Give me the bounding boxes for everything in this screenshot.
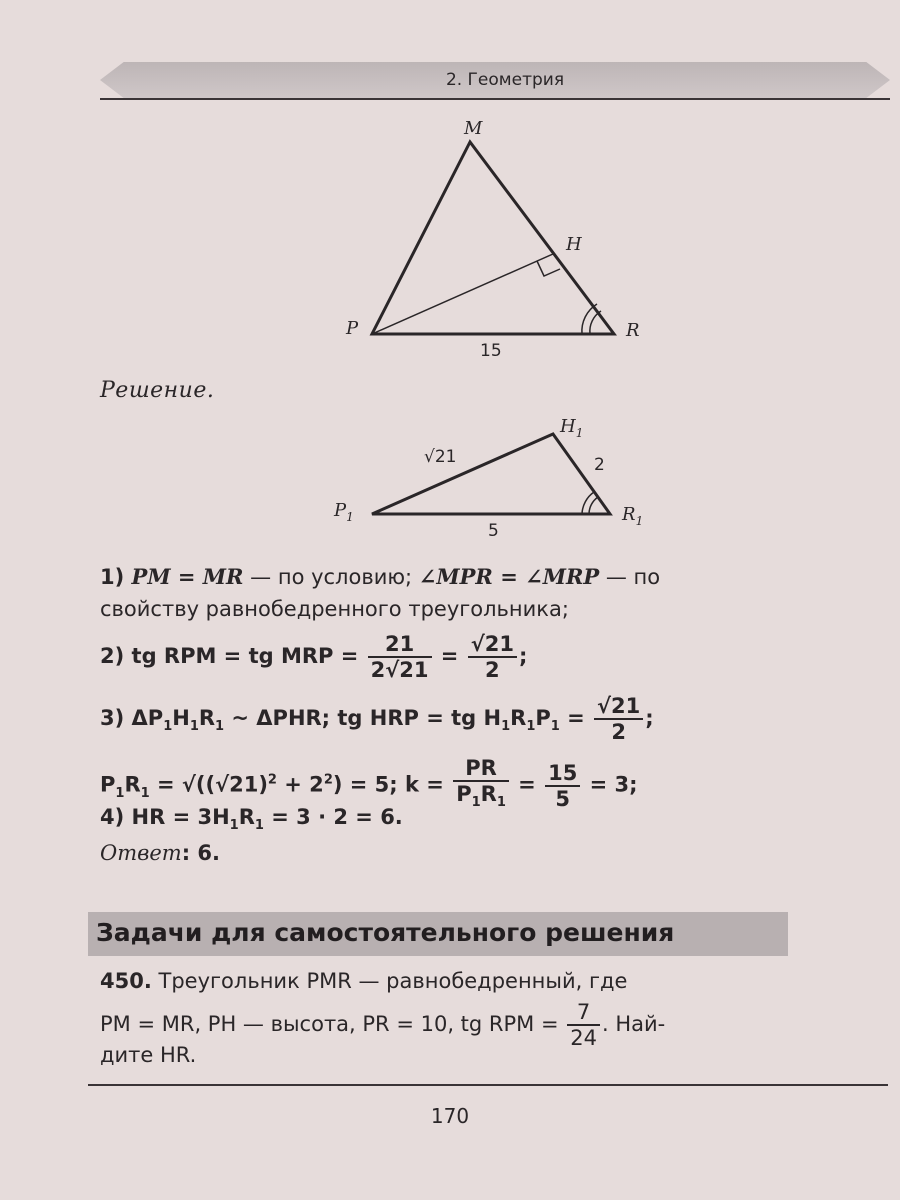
vertex-h1-label: $H_1$ bbox=[560, 416, 584, 440]
vertex-h-label: H bbox=[566, 234, 582, 255]
vertex-r-label: R bbox=[626, 320, 640, 341]
answer-line: Ответ: 6. bbox=[100, 841, 221, 865]
side-p1r1-label: 5 bbox=[488, 521, 499, 541]
right-angle-mark bbox=[537, 261, 560, 276]
altitude-ph bbox=[372, 254, 553, 334]
problem-450-line-2: PM = MR, PH — высота, PR = 10, tg RPM = $\frac{7}{24}$ . Най- bbox=[100, 1000, 666, 1050]
footer-rule bbox=[88, 1084, 888, 1086]
step-1-line-1: 1) PM = MR — по условию; ∠MPR = ∠MRP — по bbox=[100, 564, 661, 589]
vertex-p1-label: $P_1$ bbox=[334, 500, 354, 524]
problem-450-line-3: дите HR. bbox=[100, 1043, 197, 1067]
section-heading: Задачи для самостоятельного решения bbox=[96, 918, 675, 947]
side-h1r1-label: 2 bbox=[594, 455, 605, 475]
step-4: 4) HR = $3H_1R_1 = 3 \cdot 2 = 6$. bbox=[100, 805, 403, 834]
vertex-p-label: P bbox=[346, 318, 359, 339]
step-3-ratio: $P_1R_1 = √((√21)^2 + 2^2) = 5$; k = $\frac{PR}{P_1R_1}$ = $\frac{15}{5}$ = 3; bbox=[100, 756, 638, 811]
angle-arc-inner-2 bbox=[589, 497, 598, 514]
triangle-pmr-figure bbox=[0, 0, 900, 560]
problem-450-line-1: 450. Треугольник PMR — равнобедренный, где bbox=[100, 969, 628, 993]
solution-heading: Решение. bbox=[100, 378, 215, 403]
step-2: 2) tg RPM = tg MRP = $\frac{21}{2√21}$ = $\frac{√21}{2}$ ; bbox=[100, 632, 528, 682]
base-length-label: 15 bbox=[480, 341, 502, 361]
page-number: 170 bbox=[430, 1104, 470, 1128]
running-header: 2. Геометрия bbox=[445, 70, 565, 90]
side-ph1-label: √21 bbox=[424, 447, 457, 467]
vertex-m-label: M bbox=[464, 118, 483, 139]
step-1-line-2: свойству равнобедренного треугольника; bbox=[100, 597, 569, 621]
triangle-p1h1r1 bbox=[372, 434, 610, 514]
step-3: 3) $\Delta P_1H_1R_1$ ~ ΔPHR; tg HRP = tg $H_1R_1P_1$ = $\frac{√21}{2}$ ; bbox=[100, 694, 654, 744]
vertex-r1-label: $R_1$ bbox=[622, 504, 644, 528]
